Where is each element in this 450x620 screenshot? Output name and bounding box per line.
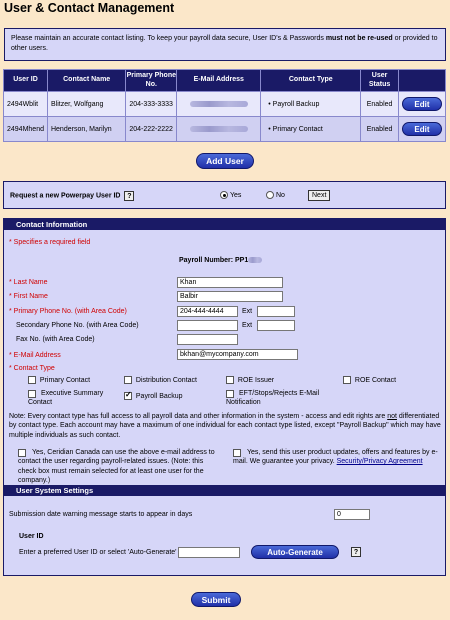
cell-contact-name: Henderson, Marilyn [47, 117, 125, 142]
exec-summary-checkbox[interactable] [28, 390, 36, 398]
roe-issuer-checkbox[interactable] [226, 376, 234, 384]
note-not: not [387, 413, 397, 420]
primary-phone-label-text: Primary Phone No. (with Area Code) [13, 308, 127, 315]
contact-form-panel [3, 218, 446, 576]
cell-email [177, 117, 261, 142]
cell-phone: 204-333-3333 [126, 92, 177, 117]
email-input[interactable]: bkhan@mycompany.com [177, 349, 298, 360]
request-label [10, 191, 134, 201]
secondary-phone-input[interactable] [177, 320, 238, 331]
cell-contact-type: • Payroll Backup [261, 92, 361, 117]
user-id-label: User ID [19, 533, 44, 540]
users-table [3, 69, 446, 142]
first-name-label-text: First Name [13, 293, 48, 300]
contact-info-header: Contact Information [4, 219, 445, 230]
cell-action [398, 117, 445, 142]
cell-action [398, 92, 445, 117]
warning-days-label: Submission date warning message starts to appear in days [9, 511, 193, 518]
yes-option[interactable] [220, 191, 241, 199]
email-label-text: E-Mail Address [13, 352, 61, 359]
notice-bold: must not be re-used [325, 35, 393, 42]
cell-phone: 204-222-2222 [126, 117, 177, 142]
primary-phone-input[interactable]: 204-444-4444 [177, 306, 238, 317]
roe-contact-checkbox[interactable] [343, 376, 351, 384]
last-name-input[interactable]: Khan [177, 277, 283, 288]
roe-contact-text: ROE Contact [354, 376, 397, 384]
eft-text: EFT/Stops/Rejects E-Mail Notification [226, 390, 320, 406]
updates-consent-checkbox[interactable] [233, 449, 241, 457]
ceridian-consent-text: Yes, Ceridian Canada can use the above e-mail address to contact the user regarding payroll-related issues. (Note: this check box must remain selected for at least one user for the company.) [18, 449, 215, 485]
cell-contact-name: Blitzer, Wolfgang [47, 92, 125, 117]
help-icon[interactable]: ? [351, 547, 361, 557]
note-part-b: differentiated by contact type. Each account may have a maximum of one individual for each contact type listed, except "Payroll Backup" which may have multiple individuals as such contact. [9, 413, 441, 439]
next-button[interactable]: Next [308, 190, 330, 201]
page-title: User & Contact Management [4, 1, 175, 15]
exec-summary-text: Executive Summary Contact [28, 390, 104, 406]
primary-contact-checkbox[interactable] [28, 376, 36, 384]
secondary-phone-label: Secondary Phone No. (with Area Code) [16, 322, 139, 329]
user-system-header: User System Settings [4, 485, 445, 496]
contact-type-text: Payroll Backup [272, 100, 320, 108]
secondary-ext-input[interactable] [257, 320, 295, 331]
no-label: No [275, 191, 285, 199]
payroll-label: Payroll Number: PP1 [179, 257, 249, 264]
warning-days-input[interactable]: 0 [334, 509, 370, 520]
header-action [398, 70, 445, 92]
no-radio[interactable] [266, 191, 274, 199]
eft-checkbox[interactable] [226, 390, 234, 398]
header-user-status: User Status [361, 70, 399, 92]
header-primary-phone: Primary Phone No. [126, 70, 177, 92]
notice-panel [4, 28, 446, 61]
required-note: * Specifies a required field [9, 239, 91, 246]
updates-consent-text: Yes, send this user product updates, offers and features by e-mail. We guarantee your privacy. [233, 449, 438, 466]
yes-radio[interactable] [220, 191, 228, 199]
preferred-user-id-input[interactable] [178, 547, 240, 558]
cell-user-id: 2494Mhend [4, 117, 48, 142]
secondary-ext-label: Ext [242, 322, 253, 329]
contact-type-label: * Contact Type [9, 365, 55, 372]
roe-issuer-text: ROE Issuer [237, 376, 275, 384]
note-part-a: Note: Every contact type has full access to all payroll data and other information in the system - access and edit rights are [9, 413, 388, 420]
request-user-id-bar [3, 181, 446, 209]
payroll-backup-checkbox[interactable] [124, 392, 132, 400]
type-roe-contact[interactable] [343, 376, 396, 384]
primary-contact-text: Primary Contact [39, 376, 91, 384]
cell-contact-type: • Primary Contact [261, 117, 361, 142]
type-eft[interactable] [226, 390, 336, 408]
auto-generate-button[interactable]: Auto-Generate [251, 545, 339, 559]
type-payroll-backup[interactable] [124, 392, 183, 400]
cell-email [177, 92, 261, 117]
request-label-text: Request a new Powerpay User ID [10, 192, 121, 200]
header-user-id: User ID [4, 70, 48, 92]
cell-status: Enabled [361, 92, 399, 117]
ceridian-consent[interactable] [18, 448, 223, 486]
header-contact-name: Contact Name [47, 70, 125, 92]
privacy-agreement-link[interactable]: Security/Privacy Agreement [336, 458, 423, 466]
table-row [4, 92, 446, 117]
primary-ext-label: Ext [242, 308, 253, 315]
no-option[interactable] [266, 191, 285, 199]
edit-button[interactable]: Edit [402, 97, 442, 111]
primary-phone-label: * Primary Phone No. (with Area Code) [9, 308, 127, 315]
fax-input[interactable] [177, 334, 238, 345]
masked-payroll [248, 257, 262, 263]
header-contact-type: Contact Type [261, 70, 361, 92]
last-name-label-text: Last Name [13, 279, 48, 286]
cell-status: Enabled [361, 117, 399, 142]
preferred-id-label: Enter a preferred User ID or select 'Auto-Generate' [19, 549, 177, 556]
primary-ext-input[interactable] [257, 306, 295, 317]
updates-consent[interactable] [233, 448, 439, 467]
masked-email [190, 126, 248, 132]
submit-button[interactable]: Submit [191, 592, 241, 607]
contact-type-text: Primary Contact [272, 125, 323, 133]
payroll-number [179, 257, 262, 264]
last-name-label: * Last Name [9, 279, 48, 286]
fax-label: Fax No. (with Area Code) [16, 336, 95, 343]
type-exec-summary[interactable] [28, 390, 110, 408]
type-primary[interactable] [28, 376, 90, 384]
ceridian-consent-checkbox[interactable] [18, 449, 26, 457]
edit-button[interactable]: Edit [402, 122, 442, 136]
payroll-backup-text: Payroll Backup [135, 392, 183, 400]
add-user-button[interactable]: Add User [196, 153, 254, 169]
contact-type-label-text: Contact Type [13, 365, 55, 372]
distribution-contact-checkbox[interactable] [124, 376, 132, 384]
masked-email [190, 101, 248, 107]
cell-user-id: 2494Wblit [4, 92, 48, 117]
yes-label: Yes [229, 191, 242, 199]
first-name-input[interactable]: Balbir [177, 291, 283, 302]
email-label: * E-Mail Address [9, 352, 61, 359]
distribution-contact-text: Distribution Contact [135, 376, 197, 384]
type-roe-issuer[interactable] [226, 376, 274, 384]
table-row [4, 117, 446, 142]
users-table-header [4, 70, 446, 92]
type-distribution[interactable] [124, 376, 197, 384]
help-icon[interactable]: ? [124, 191, 134, 201]
first-name-label: * First Name [9, 293, 48, 300]
header-email: E-Mail Address [177, 70, 261, 92]
notice-tail: or provided to other users. [11, 35, 438, 52]
notice-text: Please maintain an accurate contact listing. To keep your payroll data secure, User ID's & Passwords [11, 35, 326, 42]
contact-type-note [9, 412, 441, 440]
